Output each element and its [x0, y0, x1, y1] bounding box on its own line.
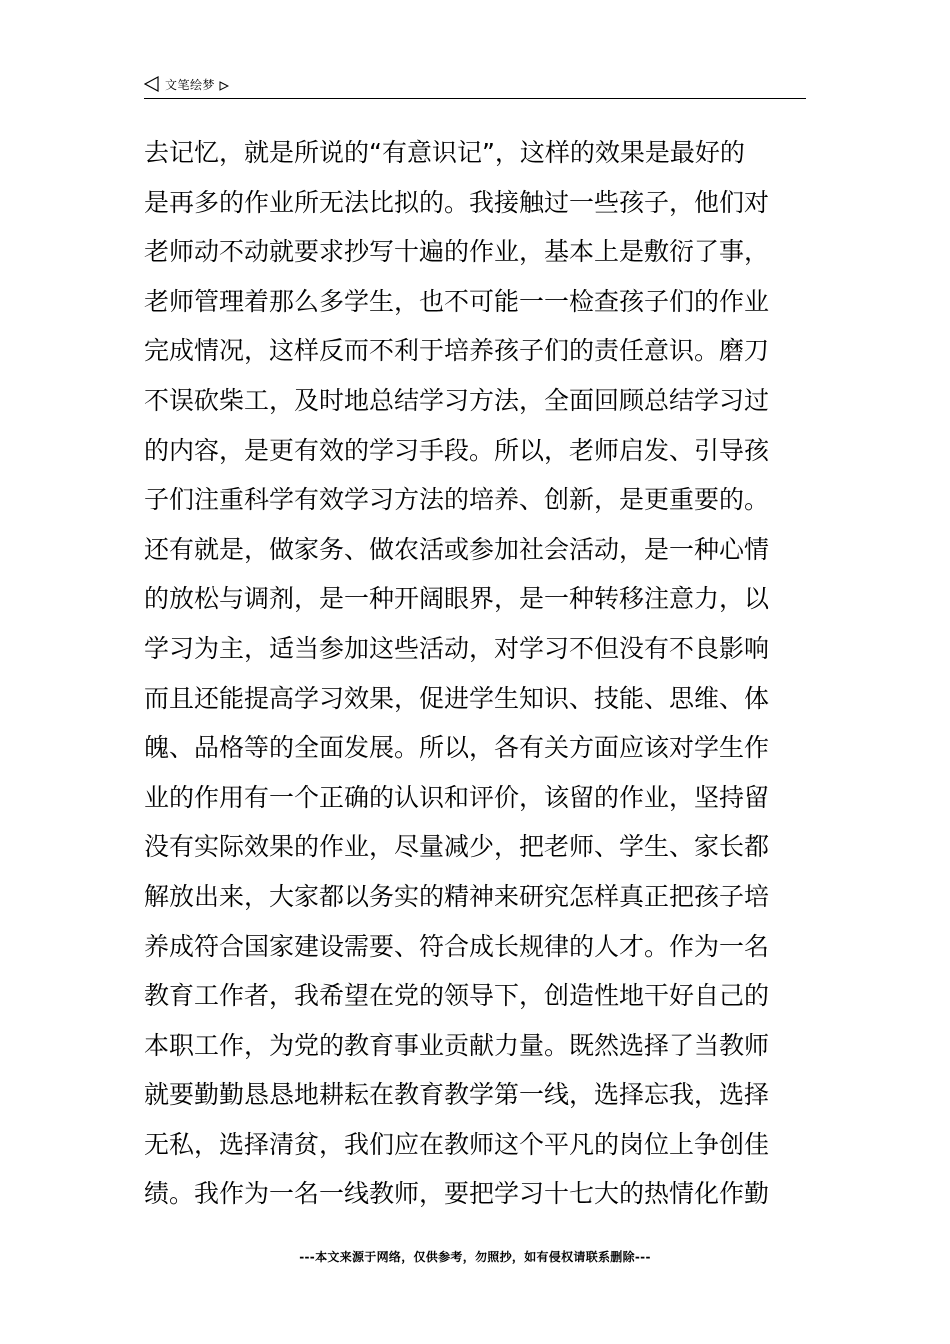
text-line: 本职工作，为党的教育事业贡献力量。既然选择了当教师 — [144, 1030, 770, 1060]
page-footer-disclaimer: ---本文来源于网络，仅供参考，勿照抄，如有侵权请联系删除--- — [299, 1250, 651, 1264]
text-line: 教育工作者，我希望在党的领导下，创造性地干好自己的 — [144, 981, 770, 1011]
text-line: 是再多的作业所无法比拟的。我接触过一些孩子，他们对 — [144, 187, 770, 217]
text-line: 解放出来，大家都以务实的精神来研究怎样真正把孩子培 — [144, 881, 770, 911]
page-header — [144, 72, 806, 99]
triangle-right-outline-icon — [219, 76, 229, 86]
header-title: 文笔绘梦 — [165, 77, 216, 92]
text-line: 不误砍柴工，及时地总结学习方法，全面回顾总结学习过 — [144, 385, 770, 415]
text-line: 老师管理着那么多学生，也不可能一一检查孩子们的作业 — [144, 286, 770, 316]
text-line: 还有就是，做家务、做农活或参加社会活动，是一种心情 — [144, 534, 770, 564]
text-line: 就要勤勤恳恳地耕耘在教育教学第一线，选择忘我，选择 — [144, 1080, 770, 1110]
text-line: 业的作用有一个正确的认识和评价，该留的作业，坚持留 — [144, 782, 770, 812]
text-line: 无私，选择清贫，我们应在教师这个平凡的岗位上争创佳 — [144, 1129, 770, 1159]
text-line: 而且还能提高学习效果，促进学生知识、技能、思维、体 — [144, 683, 770, 713]
triangle-left-outline-icon — [144, 76, 160, 92]
text-line: 完成情况，这样反而不利于培养孩子们的责任意识。磨刀 — [144, 336, 770, 366]
text-line: 学习为主，适当参加这些活动，对学习不但没有不良影响 — [144, 633, 770, 663]
text-line: 老师动不动就要求抄写十遍的作业，基本上是敷衍了事， — [144, 237, 770, 267]
text-line: 魄、品格等的全面发展。所以，各有关方面应该对学生作 — [144, 733, 770, 763]
document-body — [144, 128, 824, 1219]
text-line: 子们注重科学有效学习方法的培养、创新，是更重要的。 — [144, 485, 770, 515]
text-line: 养成符合国家建设需要、符合成长规律的人才。作为一名 — [144, 931, 770, 961]
text-line: 绩。我作为一名一线教师，要把学习十七大的热情化作勤 — [144, 1179, 770, 1209]
header-brand — [144, 75, 229, 93]
text-line: 去记忆，就是所说的“有意识记”，这样的效果是最好的 — [144, 138, 745, 167]
text-line: 的内容，是更有效的学习手段。所以，老师启发、引导孩 — [144, 435, 770, 465]
text-line: 的放松与调剂，是一种开阔眼界，是一种转移注意力，以 — [144, 584, 770, 614]
text-line: 没有实际效果的作业，尽量减少，把老师、学生、家长都 — [144, 832, 770, 862]
